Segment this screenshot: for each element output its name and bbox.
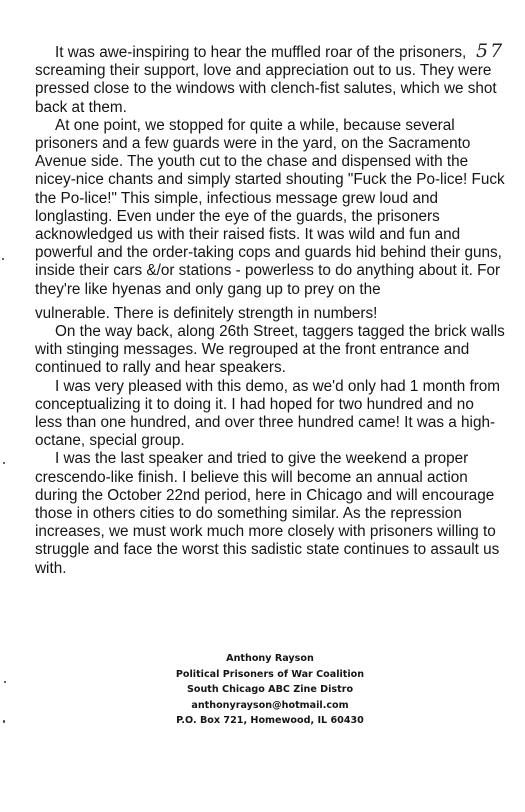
author-organization: Political Prisoners of War Coalition bbox=[175, 668, 365, 680]
author-address: P.O. Box 721, Homewood, IL 60430 bbox=[176, 715, 364, 726]
paragraph-26th-street: On the way back, along 26th Street, taggers tagged the brick walls with stinging messages. We regrouped at the front entrance and continued to rally and hear speakers. bbox=[35, 323, 505, 377]
author-distro: South Chicago ABC Zine Distro bbox=[186, 684, 354, 695]
paragraph-sacramento-avenue: At one point, we stopped for quite a while, because several prisoners and a few guards were in the yard, on the Sacramento Avenue side. The youth cut to the chase and dispensed with the nicey-nice chants and simply started shouting "Fuck the Po-lice! Fuck the Po-lice!" This simple, infectious message grew loud and longlasting. Even under the eye of the guards, the prisoners acknowledged us with their raised fists. It was wild and fun and powerful and the order-taking cops and guards hid behind their guns, inside their cars &/or stations - powerless to do anything about it. For they're like hyenas and only gang up to prey on the bbox=[35, 116, 505, 298]
paragraph-demo-pleased: I was very pleased with this demo, as we'd only had 1 month from conceptualizing it to doing it. I had hoped for two hundred and no less than one hundred, and over three hundred came! It was a high-octane, special group. bbox=[35, 377, 501, 450]
author-email: anthonyrayson@hotmail.com bbox=[191, 699, 349, 711]
scan-speck bbox=[3, 462, 5, 464]
paragraph-last-speaker: I was the last speaker and tried to give the weekend a proper crescendo-like finish. I believe this will become an annual action during the October 22nd period, here in Chicago and will encourage those in others cities to do something similar. As the repression increases, we must work much more closely with prisoners willing to struggle and face the worst this sadistic state continues to assault us with. bbox=[35, 450, 500, 577]
scan-speck bbox=[2, 258, 4, 260]
scan-speck bbox=[4, 681, 6, 683]
paragraph-prison-roar: It was awe-inspiring to hear the muffled roar of the prisoners, screaming their support, love and appreciation out to us. They were pressed close to the windows with clench-fist salutes, which we shot back at them. bbox=[35, 44, 497, 116]
scan-speck bbox=[3, 720, 5, 723]
article-body bbox=[35, 44, 505, 578]
paragraph-continuation: vulnerable. There is definitely strength in numbers! bbox=[35, 304, 378, 322]
author-signature-block bbox=[35, 651, 505, 729]
page-number: 57 bbox=[476, 40, 505, 62]
author-name: Anthony Rayson bbox=[226, 653, 314, 664]
